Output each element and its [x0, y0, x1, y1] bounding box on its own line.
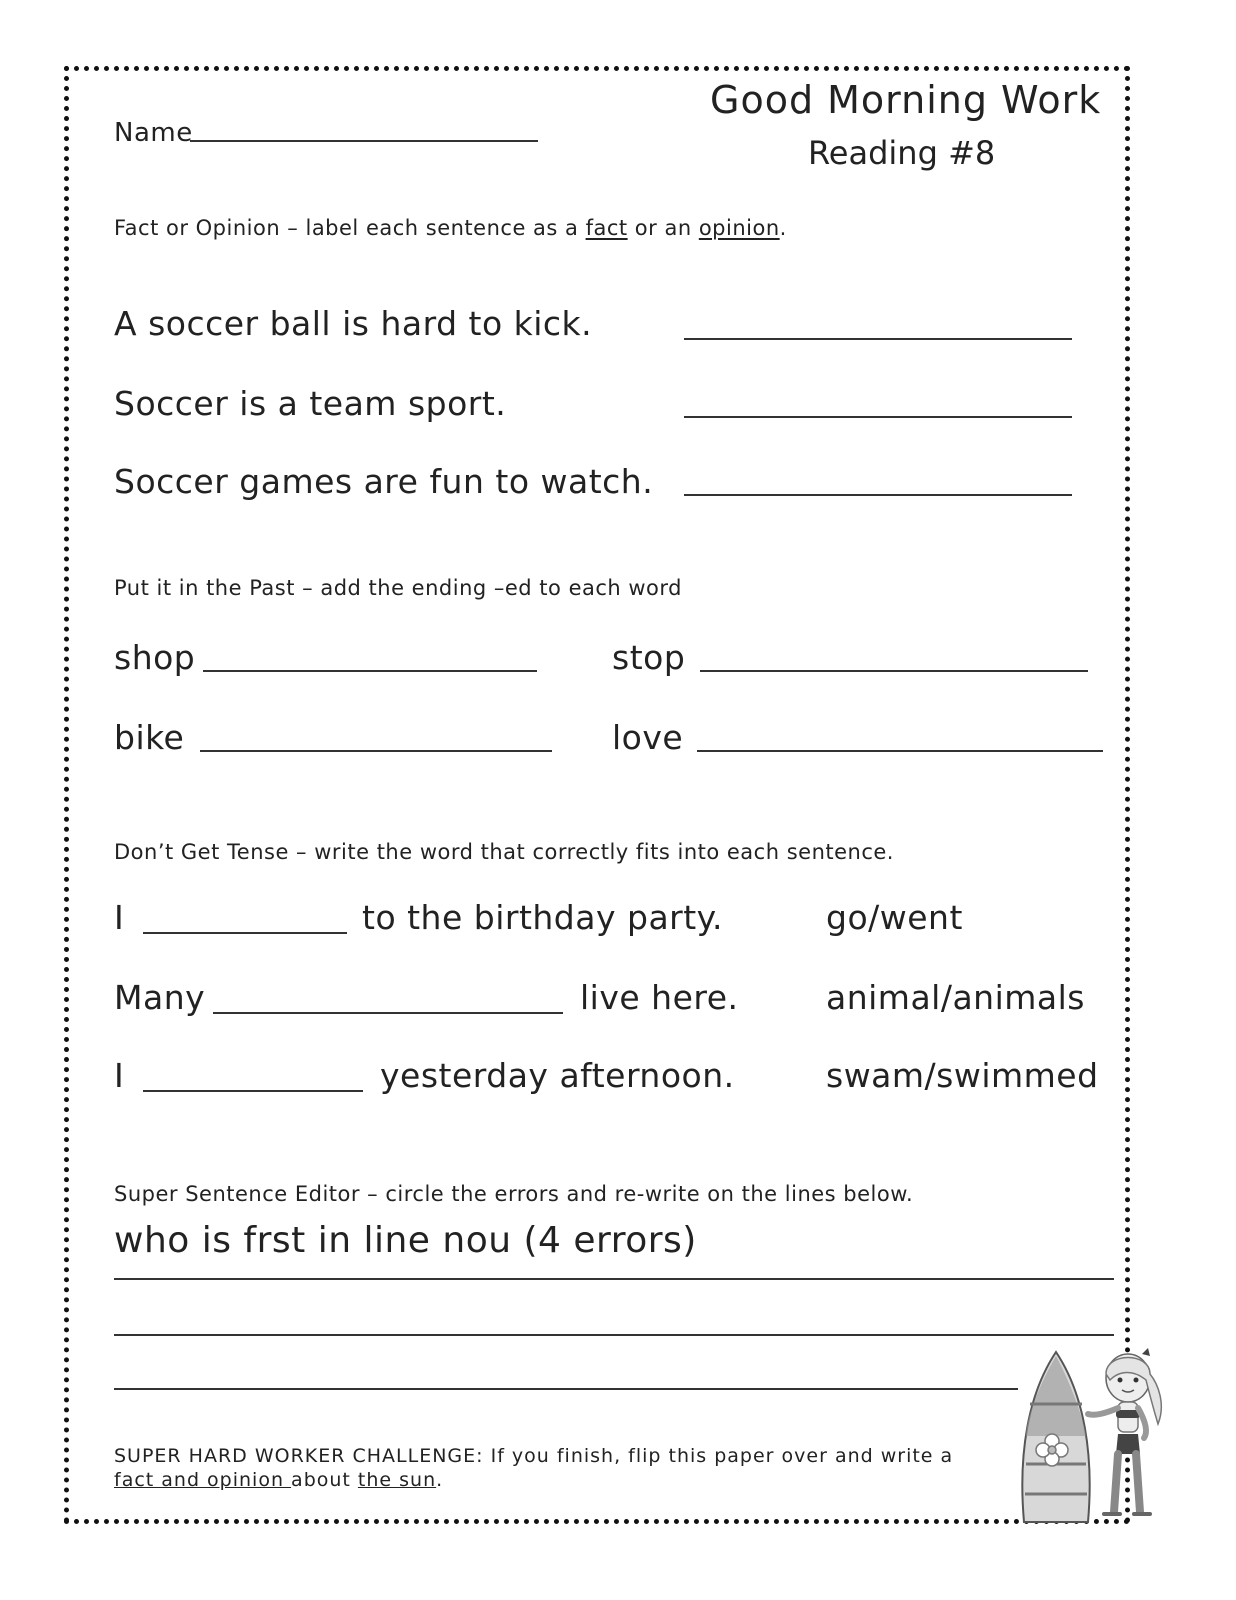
- page-subtitle: Reading #8: [808, 134, 996, 172]
- name-line[interactable]: [190, 140, 538, 142]
- tense-start: I: [114, 898, 125, 937]
- instruction-text: .: [779, 216, 787, 240]
- past-word: shop: [114, 638, 196, 677]
- tense-start: I: [114, 1056, 125, 1095]
- answer-line[interactable]: [203, 670, 537, 672]
- rewrite-line[interactable]: [114, 1388, 1018, 1390]
- fact-opinion-sentence: Soccer is a team sport.: [114, 384, 507, 423]
- tense-start: Many: [114, 978, 206, 1017]
- instruction-text: or an: [627, 216, 699, 240]
- challenge-fact-opinion: fact and opinion: [114, 1469, 292, 1491]
- editor-instruction: Super Sentence Editor – circle the errors and re-write on the lines below.: [114, 1182, 914, 1206]
- answer-line[interactable]: [684, 494, 1072, 496]
- challenge-about: about: [291, 1469, 358, 1491]
- answer-line[interactable]: [700, 670, 1088, 672]
- instruction-text: Fact or Opinion – label each sentence as a: [114, 216, 586, 240]
- answer-line[interactable]: [684, 338, 1072, 340]
- challenge-line-2: [114, 1468, 443, 1492]
- page-title: Good Morning Work: [710, 78, 1102, 122]
- surfer-girl-clipart: [1008, 1344, 1178, 1534]
- past-word: bike: [114, 718, 185, 757]
- answer-line[interactable]: [143, 932, 347, 934]
- answer-line[interactable]: [697, 750, 1103, 752]
- fact-word: fact: [585, 216, 628, 240]
- tense-end: live here.: [580, 978, 739, 1017]
- answer-line[interactable]: [213, 1012, 563, 1014]
- answer-line[interactable]: [143, 1090, 363, 1092]
- challenge-period: .: [436, 1469, 444, 1491]
- dotted-border: [64, 66, 1130, 1524]
- fact-opinion-sentence: A soccer ball is hard to kick.: [114, 304, 593, 343]
- past-instruction: Put it in the Past – add the ending –ed to each word: [114, 576, 683, 600]
- rewrite-line[interactable]: [114, 1334, 1114, 1336]
- tense-instruction: Don’t Get Tense – write the word that correctly fits into each sentence.: [114, 840, 894, 864]
- tense-end: yesterday afternoon.: [380, 1056, 735, 1095]
- tense-choices: animal/animals: [826, 978, 1085, 1017]
- tense-end: to the birthday party.: [362, 898, 723, 937]
- tense-choices: swam/swimmed: [826, 1056, 1099, 1095]
- answer-line[interactable]: [684, 416, 1072, 418]
- challenge-the-sun: the sun: [357, 1469, 437, 1491]
- rewrite-line[interactable]: [114, 1278, 1114, 1280]
- fact-opinion-instruction: [114, 216, 787, 240]
- editor-sentence: who is frst in line nou (4 errors): [114, 1220, 697, 1261]
- fact-opinion-sentence: Soccer games are fun to watch.: [114, 462, 654, 501]
- answer-line[interactable]: [200, 750, 552, 752]
- girl-icon: [1088, 1348, 1161, 1514]
- name-label: Name: [114, 118, 193, 148]
- opinion-word: opinion: [698, 216, 780, 240]
- challenge-line-1: SUPER HARD WORKER CHALLENGE: If you finish, flip this paper over and write a: [114, 1445, 954, 1467]
- tense-choices: go/went: [826, 898, 963, 937]
- past-word: stop: [612, 638, 686, 677]
- past-word: love: [612, 718, 684, 757]
